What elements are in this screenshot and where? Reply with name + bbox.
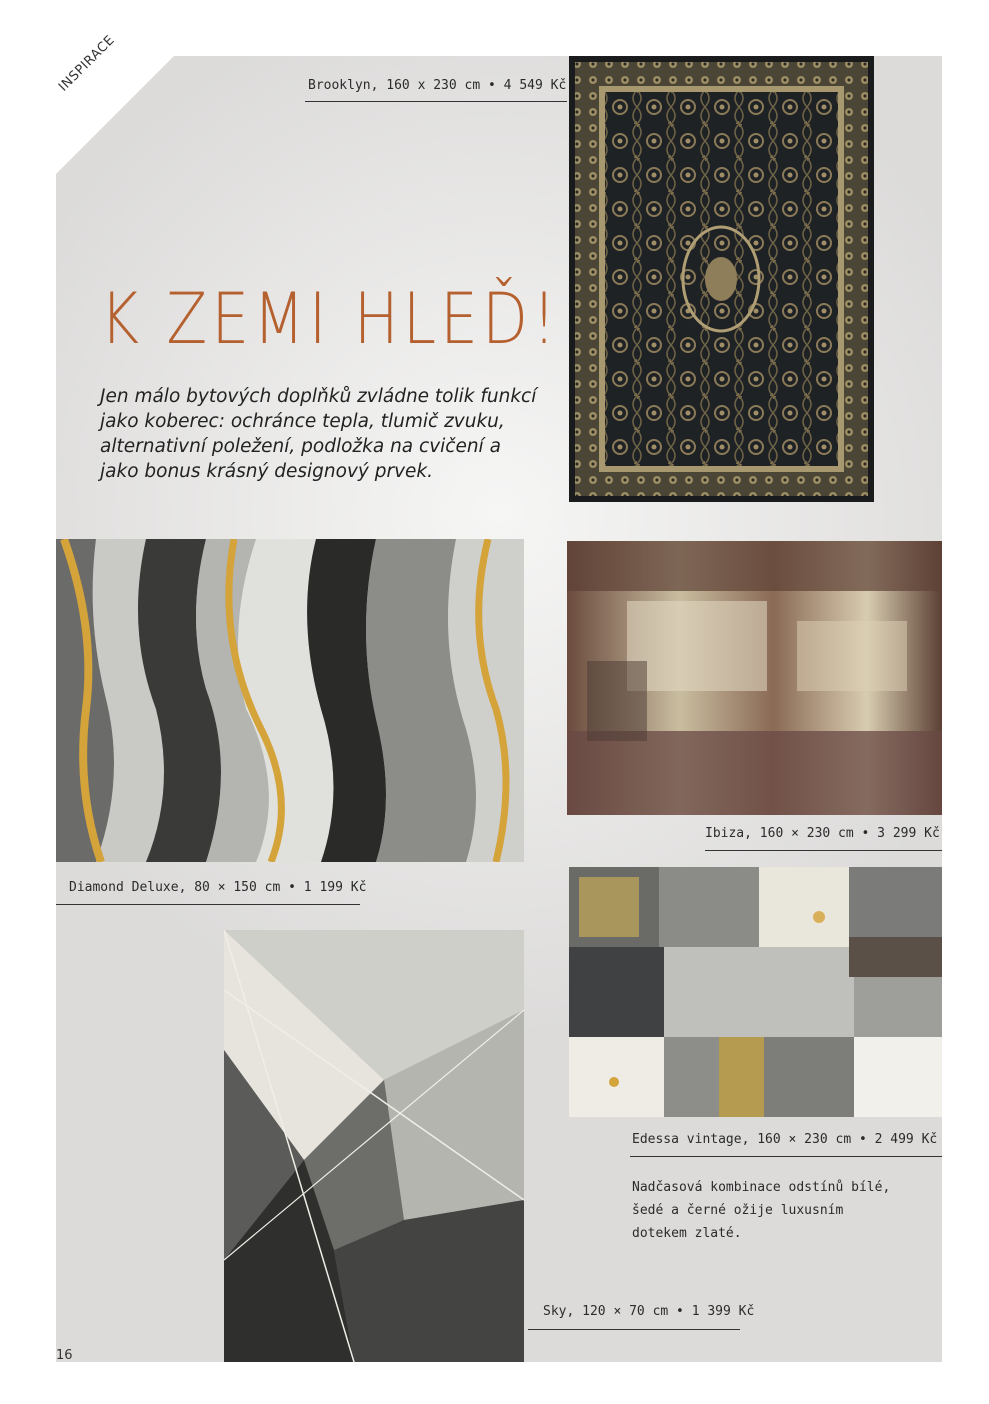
caption-rule-diamond-deluxe xyxy=(56,904,360,905)
ibiza-rug-image xyxy=(567,541,942,815)
caption-brooklyn: Brooklyn, 160 x 230 cm • 4 549 Kč xyxy=(308,78,567,93)
diamond-deluxe-rug-image xyxy=(56,539,524,862)
page-number: 16 xyxy=(56,1348,73,1363)
edessa-note-paragraph: Nadčasová kombinace odstínů bílé, šedé a černé ožije luxusním dotekem zlaté. xyxy=(632,1180,891,1241)
caption-diamond-deluxe: Diamond Deluxe, 80 × 150 cm • 1 199 Kč xyxy=(69,880,367,895)
page-title: K ZEMI HLEĎ! xyxy=(100,278,561,360)
sky-rug-image xyxy=(224,930,524,1362)
caption-rule-ibiza xyxy=(705,850,942,851)
caption-rule-brooklyn xyxy=(305,101,567,102)
caption-edessa-vintage: Edessa vintage, 160 × 230 cm • 2 499 Kč xyxy=(632,1132,938,1147)
caption-rule-edessa-vintage xyxy=(630,1156,942,1157)
brooklyn-rug-image xyxy=(569,56,874,502)
caption-sky: Sky, 120 × 70 cm • 1 399 Kč xyxy=(543,1304,755,1319)
caption-rule-sky xyxy=(528,1329,740,1330)
lead-paragraph: Jen málo bytových doplňků zvládne tolik funkcí jako koberec: ochránce tepla, tlumič zvuku, alternativní poležení, podložka na cvičení a jako bonus krásný designový prvek. xyxy=(100,386,537,482)
caption-ibiza: Ibiza, 160 × 230 cm • 3 299 Kč xyxy=(705,826,940,841)
section-label: INSPIRACE xyxy=(56,32,118,95)
edessa-vintage-rug-image xyxy=(569,867,942,1117)
